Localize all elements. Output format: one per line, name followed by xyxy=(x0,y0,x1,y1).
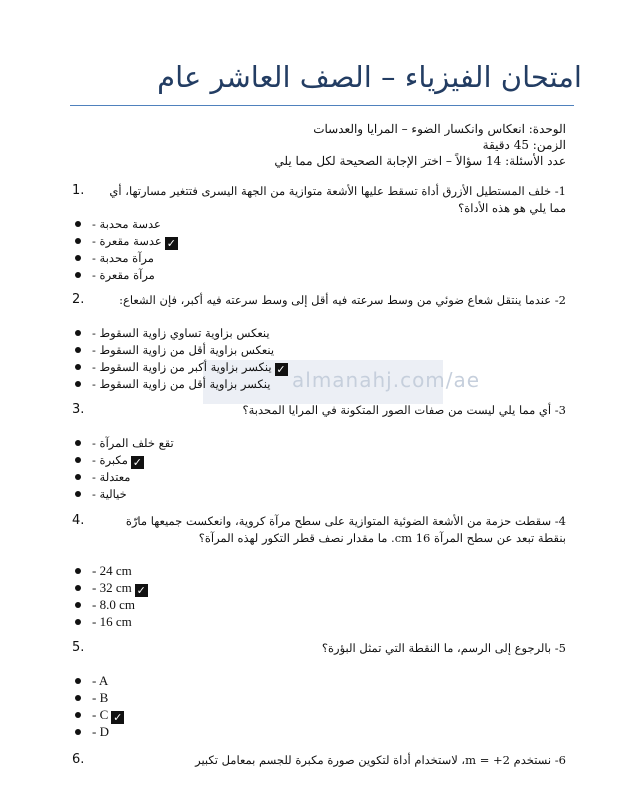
answer-option[interactable] xyxy=(92,563,132,579)
question-number: 6. xyxy=(72,752,85,767)
page-title: امتحان الفيزياء – الصف العاشر عام xyxy=(157,60,582,94)
option-label: ينعكس بزاوية تساوي زاوية السقوط - xyxy=(92,326,270,340)
answer-option[interactable] xyxy=(92,376,270,392)
checkmark-icon: ✓ xyxy=(132,456,143,469)
option-bullet xyxy=(75,491,81,497)
option-label: عدسة مقعرة - xyxy=(92,234,162,248)
answer-option[interactable] xyxy=(92,342,274,358)
option-bullet xyxy=(75,255,81,261)
option-bullet xyxy=(75,272,81,278)
question-text: 2- عندما ينتقل شعاع ضوئي من وسط سرعته فيه أقل إلى وسط سرعته فيه أكبر، فإن الشعاع: xyxy=(119,293,566,307)
option-label: - D xyxy=(92,724,109,739)
answer-option[interactable] xyxy=(92,469,130,485)
question-text: 6- نستخدم m = +2، لاستخدام أداة لتكوين صورة مكبرة للجسم بمعامل تكبير xyxy=(195,753,566,767)
answer-option[interactable] xyxy=(92,250,154,266)
option-bullet xyxy=(75,568,81,574)
option-label: خيالية - xyxy=(92,487,127,501)
time-line: الزمن: 45 دقيقة xyxy=(482,138,566,152)
answer-option[interactable] xyxy=(92,325,270,341)
option-bullet xyxy=(75,729,81,735)
answer-option[interactable] xyxy=(92,724,109,740)
answer-option[interactable] xyxy=(92,233,181,250)
option-bullet xyxy=(75,602,81,608)
answer-option[interactable] xyxy=(92,359,291,376)
answer-option[interactable] xyxy=(92,435,174,451)
option-bullet xyxy=(75,585,81,591)
unit-line: الوحدة: انعكاس وانكسار الضوء – المرايا والعدسات xyxy=(313,122,566,136)
option-label: مكبرة - xyxy=(92,453,128,467)
question-number: 4. xyxy=(72,513,85,528)
answer-option[interactable] xyxy=(92,452,147,469)
question-number: 1. xyxy=(72,183,85,198)
checkmark-icon: ✓ xyxy=(113,711,123,724)
option-bullet xyxy=(75,440,81,446)
answer-option[interactable] xyxy=(92,486,127,502)
count-line: عدد الأسئلة: 14 سؤالاً – اختر الإجابة الصحيحة لكل مما يلي xyxy=(274,154,566,168)
question-number: 2. xyxy=(72,292,85,307)
option-bullet xyxy=(75,712,81,718)
option-bullet xyxy=(75,474,81,480)
option-bullet xyxy=(75,695,81,701)
option-bullet xyxy=(75,678,81,684)
answer-option[interactable] xyxy=(92,267,155,283)
option-label: - 24 cm xyxy=(92,563,132,578)
option-label: - 16 cm xyxy=(92,614,132,629)
title-underline xyxy=(70,105,574,106)
option-bullet xyxy=(75,238,81,244)
question-number: 5. xyxy=(72,640,85,655)
answer-option[interactable] xyxy=(92,707,127,724)
option-label: - 8.0 cm xyxy=(92,597,135,612)
option-bullet xyxy=(75,347,81,353)
answer-option[interactable] xyxy=(92,580,151,597)
option-label: ينعكس بزاوية أقل من زاوية السقوط - xyxy=(92,343,275,357)
checkmark-icon: ✓ xyxy=(136,584,146,597)
option-label: ينكسر بزاوية أقل من زاوية السقوط - xyxy=(92,377,271,391)
option-bullet xyxy=(75,457,81,463)
option-label: - C xyxy=(92,707,109,722)
option-label: - A xyxy=(92,673,109,688)
answer-option[interactable] xyxy=(92,673,108,689)
checkmark-icon: ✓ xyxy=(166,237,176,250)
answer-option[interactable] xyxy=(92,614,132,630)
option-label: مرآة مقعرة - xyxy=(92,268,155,282)
option-bullet xyxy=(75,221,81,227)
option-label: - 32 cm xyxy=(92,580,132,595)
option-label: معتدلة - xyxy=(92,470,131,484)
option-bullet xyxy=(75,381,81,387)
question-number: 3. xyxy=(72,402,85,417)
option-bullet xyxy=(75,364,81,370)
question-text: 5- بالرجوع إلى الرسم، ما النقطة التي تمثل البؤرة؟ xyxy=(321,641,566,655)
answer-option[interactable] xyxy=(92,216,161,232)
answer-option[interactable] xyxy=(92,690,108,706)
question-text: 3- أي مما يلي ليست من صفات الصور المتكونة في المرايا المحدبة؟ xyxy=(242,403,566,417)
option-bullet xyxy=(75,330,81,336)
option-label: عدسة محدبة - xyxy=(92,217,161,231)
question-text: 1- خلف المستطيل الأزرق أداة تسقط عليها الأشعة متوازية من الجهة اليسرى فتتغير مسارتها، أي مما يلي هو هذه الأداة؟ xyxy=(109,184,566,215)
option-label: مرآة محدبة - xyxy=(92,251,154,265)
option-label: تقع خلف المرآة - xyxy=(92,436,174,450)
option-label: - B xyxy=(92,690,109,705)
option-bullet xyxy=(75,619,81,625)
checkmark-icon: ✓ xyxy=(276,363,286,376)
option-label: ينكسر بزاوية أكبر من زاوية السقوط - xyxy=(92,360,272,374)
watermark-text: almanahj.com/ae xyxy=(292,368,481,392)
question-text: 4- سقطت حزمة من الأشعة الضوئية المتوازية على سطح مرآة كروية، وانعكست جميعها مارّة بنقطة تبعد عن سطح المرآة 16 cm. ما مقدار نصف قطر التكور لهذه المرآة؟ xyxy=(125,514,566,545)
answer-option[interactable] xyxy=(92,597,135,613)
